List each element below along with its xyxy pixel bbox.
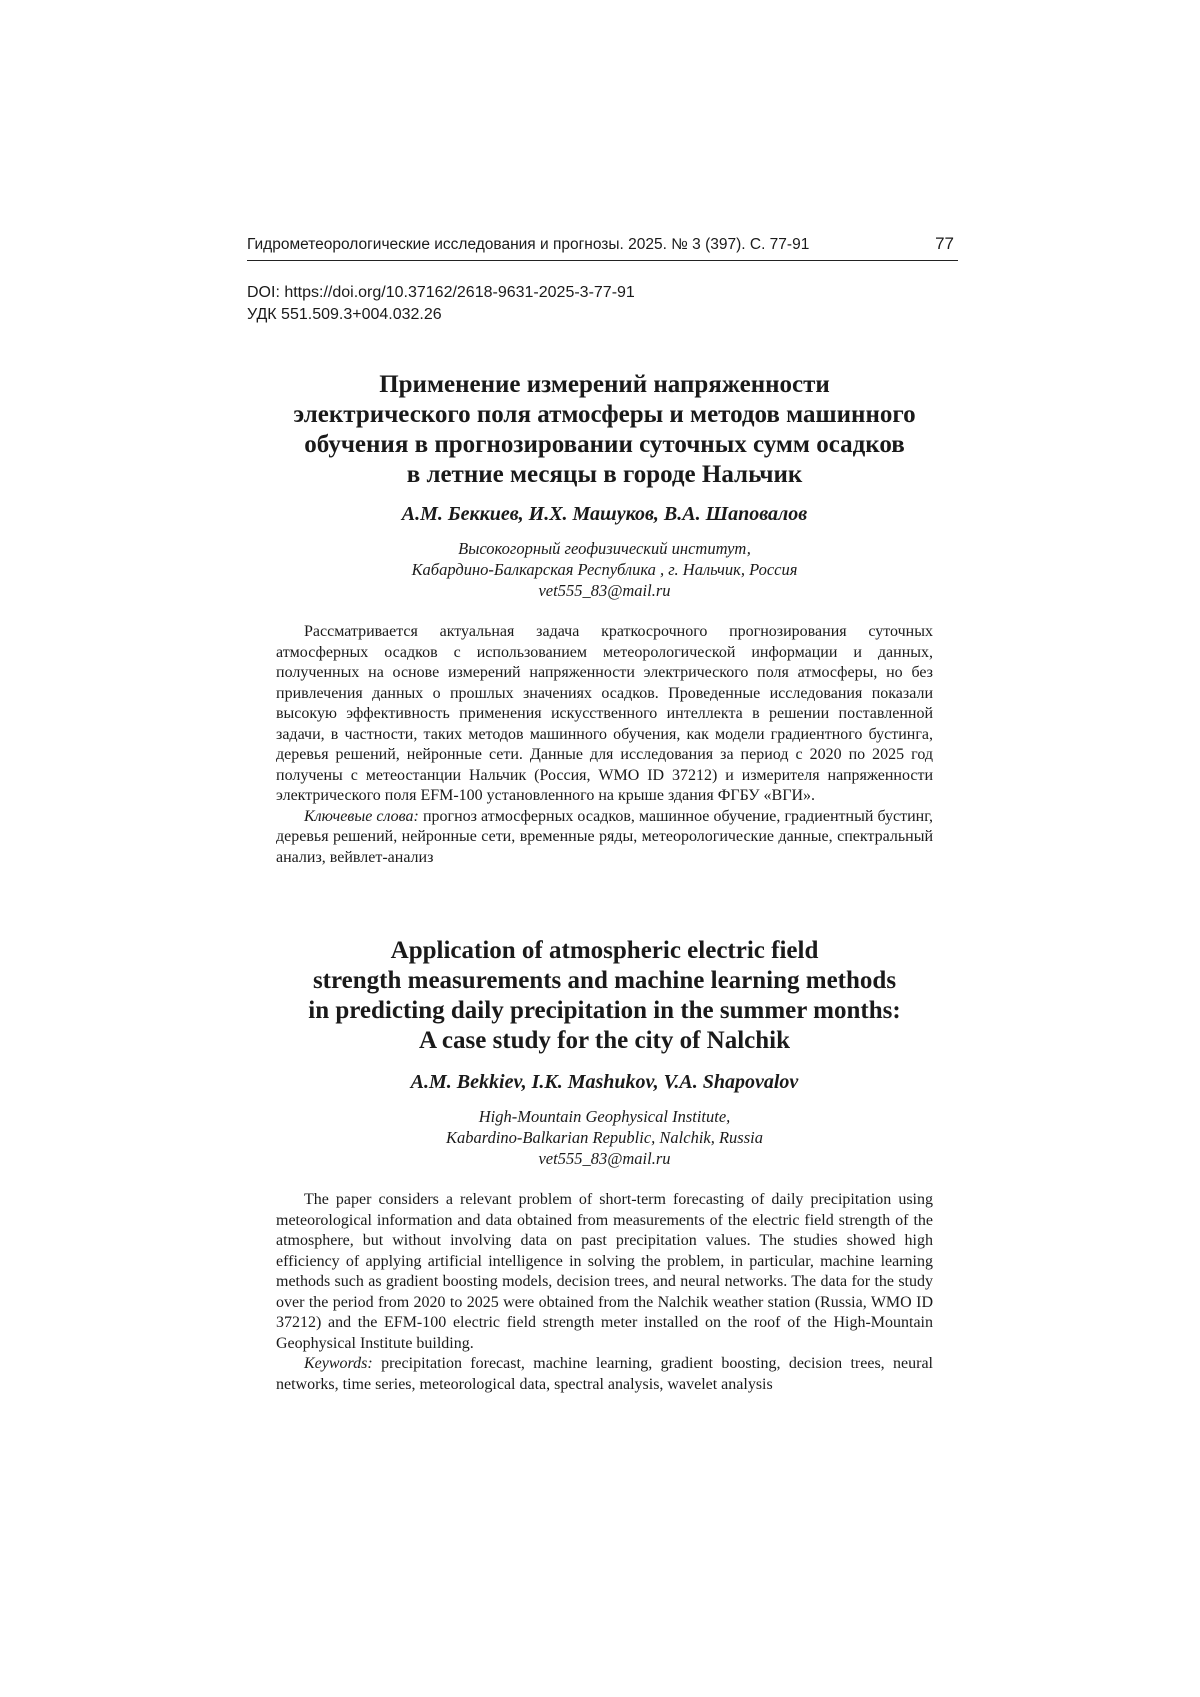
journal-citation: Гидрометеорологические исследования и прогнозы. 2025. № 3 (397). С. 77-91 xyxy=(247,236,810,253)
en-title xyxy=(276,936,933,1056)
en-title-line: in predicting daily precipitation in the summer months: xyxy=(308,997,901,1024)
en-keywords xyxy=(276,1354,933,1395)
doi-line: DOI: https://doi.org/10.37162/2618-9631-2025-3-77-91 xyxy=(247,284,635,301)
en-affiliation xyxy=(276,1106,933,1169)
ru-keywords-label: Ключевые слова: xyxy=(304,807,419,825)
ru-authors-block xyxy=(276,502,933,526)
ru-abstract-block xyxy=(276,622,933,868)
ru-authors: А.М. Беккиев, И.Х. Машуков, В.А. Шаповалов xyxy=(401,503,808,525)
ru-affiliation-block xyxy=(276,538,933,601)
running-header xyxy=(247,236,958,261)
ru-keywords-text: прогноз атмосферных осадков, машинное обучение, градиентный бустинг, деревья решений, нейронные сети, временные ряды, метеорологические данные, спектральный анализ, вейвлет-анализ xyxy=(276,807,933,866)
en-affiliation-line: High-Mountain Geophysical Institute, xyxy=(478,1107,731,1126)
ru-affiliation xyxy=(276,538,933,601)
ru-title-line: электрического поля атмосферы и методов машинного xyxy=(293,401,916,428)
en-abstract-block xyxy=(276,1190,933,1395)
en-title-line: A case study for the city of Nalchik xyxy=(418,1027,791,1054)
ru-title-line: обучения в прогнозировании суточных сумм осадков xyxy=(304,431,905,458)
en-keywords-label: Keywords: xyxy=(304,1355,373,1372)
en-affiliation-block xyxy=(276,1106,933,1169)
ru-title xyxy=(276,370,933,490)
ru-affiliation-line: Кабардино-Балкарская Республика , г. Нальчик, Россия xyxy=(411,560,798,579)
en-title-line: Application of atmospheric electric field xyxy=(390,937,819,964)
en-keywords-text: precipitation forecast, machine learning, gradient boosting, decision trees, neural networks, time series, meteorological data, spectral analysis, wavelet analysis xyxy=(276,1355,934,1393)
en-email: vet555_83@mail.ru xyxy=(538,1149,671,1168)
en-affiliation-line: Kabardino-Balkarian Republic, Nalchik, Russia xyxy=(446,1128,763,1147)
ru-title-block xyxy=(276,370,933,490)
en-title-block xyxy=(276,936,933,1056)
ru-affiliation-line: Высокогорный геофизический институт, xyxy=(458,539,751,558)
ru-title-line: в летние месяцы в городе Нальчик xyxy=(406,461,803,488)
en-authors: A.M. Bekkiev, I.K. Mashukov, V.A. Shapovalov xyxy=(410,1071,799,1093)
article-meta xyxy=(247,282,635,326)
en-abstract: The paper considers a relevant problem of short-term forecasting of daily precipitation using meteorological information and data obtained from measurements of the electric field strength of the atmosphere, but without involving data on past precipitation values. The studies showed high efficiency of applying artificial intelligence in solving the problem, in particular, machine learning methods such as gradient boosting models, decision trees, and neural networks. The data for the study over the period from 2020 to 2025 were obtained from the Nalchik weather station (Russia, WMO ID 37212) and the EFM-100 electric field strength meter installed on the roof of the High-Mountain Geophysical Institute building. xyxy=(276,1191,933,1352)
ru-abstract: Рассматривается актуальная задача краткосрочного прогнозирования суточных атмосферных осадков с использованием метеорологической информации и данных, полученных на основе измерений напряженности электрического поля атмосферы, но без привлечения данных о прошлых значениях осадков. Проведенные исследования показали высокую эффективность применения искусственного интеллекта в решении поставленной задачи, в частности, таких методов машинного обучения, как модели градиентного бустинга, деревья решений, нейронные сети. Данные для исследования за период с 2020 по 2025 год получены с метеостанции Нальчик (Россия, WMO ID 37212) и измерителя напряженности электрического поля EFM-100 установленного на крыше здания ФГБУ «ВГИ». xyxy=(276,623,933,804)
en-authors-block xyxy=(276,1070,933,1094)
ru-email: vet555_83@mail.ru xyxy=(538,581,671,600)
udk-line: УДК 551.509.3+004.032.26 xyxy=(247,306,442,323)
en-title-line: strength measurements and machine learning methods xyxy=(312,967,897,994)
page-number: 77 xyxy=(935,234,954,253)
ru-title-line: Применение измерений напряженности xyxy=(379,371,830,398)
ru-keywords xyxy=(276,807,933,869)
